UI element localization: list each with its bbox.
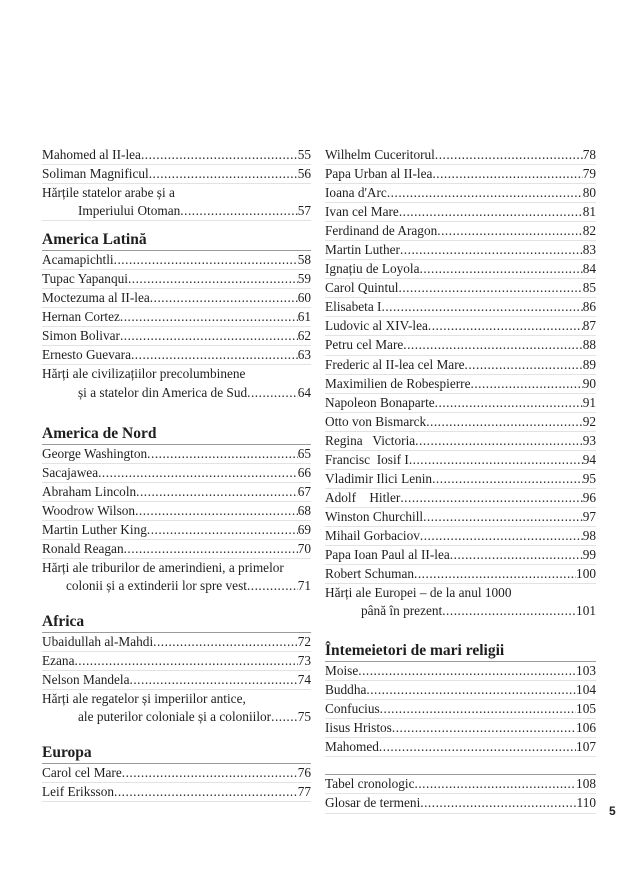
entry-title: Otto von Bismarck [325, 413, 427, 429]
toc-entry[interactable] [42, 671, 311, 690]
entry-page: 72 [297, 633, 311, 649]
entry-page: 84 [582, 261, 596, 277]
dot-leader [136, 483, 298, 501]
entry-title: Iisus Hristos [325, 720, 392, 736]
toc-entry-multiline[interactable] [325, 584, 596, 620]
entry-title: Ernesto Guevara [42, 347, 131, 363]
entry-page: 78 [582, 147, 596, 162]
entry-page: 56 [297, 166, 311, 182]
dot-leader [128, 270, 298, 288]
entry-title: Ronald Reagan [42, 540, 124, 556]
entry-page: 86 [582, 299, 596, 315]
entry-page: 74 [297, 672, 311, 688]
dot-leader [358, 662, 576, 680]
entry-page: 73 [297, 652, 311, 668]
entry-page: 82 [582, 223, 596, 239]
entry-title: Simon Bolivar [42, 328, 120, 344]
toc-entry[interactable] [325, 146, 596, 165]
entry-title: Ludovic al XIV-lea [325, 318, 428, 334]
entry-page: 83 [582, 242, 596, 258]
toc-entry[interactable] [325, 681, 596, 700]
dot-leader [415, 775, 577, 793]
entry-page: 55 [297, 147, 311, 162]
entry-title: Martin Luther King [42, 521, 147, 537]
dot-leader [153, 633, 298, 651]
dot-leader [135, 502, 298, 520]
toc-entry-multiline[interactable] [42, 690, 311, 726]
entry-title: Ioana d'Arc [325, 185, 387, 201]
entry-page: 97 [582, 508, 596, 524]
entry-title: Wilhelm Cuceritorul [325, 147, 435, 162]
toc-entry[interactable] [325, 508, 596, 527]
toc-entry[interactable] [42, 165, 311, 184]
entry-page: 80 [582, 185, 596, 201]
entry-page: 108 [576, 776, 596, 792]
dot-leader [432, 470, 583, 488]
toc-entry[interactable] [325, 794, 596, 813]
entry-page: 85 [582, 280, 596, 296]
entry-page: 77 [297, 784, 311, 800]
toc-entry[interactable] [42, 483, 311, 502]
entry-page: 63 [297, 347, 311, 363]
entry-title: Ezana [42, 652, 75, 668]
toc-entry[interactable] [42, 464, 311, 483]
dot-leader [382, 298, 583, 316]
toc-entry[interactable] [325, 184, 596, 203]
toc-entry[interactable] [325, 432, 596, 451]
toc-entry[interactable] [325, 774, 596, 794]
toc-entry[interactable] [325, 336, 596, 355]
entry-page: 60 [297, 290, 311, 306]
dot-leader [437, 222, 582, 240]
entry-title: Sacajawea [42, 464, 99, 480]
toc-entry[interactable] [42, 308, 311, 327]
toc-entry[interactable] [42, 521, 311, 540]
toc-entry[interactable] [42, 652, 311, 671]
entry-title: Vladimir Ilici Lenin [325, 470, 433, 486]
entry-title: Regina Victoria [325, 432, 416, 448]
entry-page: 110 [576, 795, 596, 811]
section-heading-europa: Europa [42, 743, 311, 764]
toc-right-column [325, 146, 596, 814]
entry-title-line1: Hărțile statelor arabe și a [42, 185, 175, 201]
dot-leader [141, 146, 298, 164]
dot-leader [403, 336, 582, 354]
dot-leader [114, 783, 298, 801]
entry-page: 65 [297, 445, 311, 461]
entry-page: 61 [297, 309, 311, 325]
dot-leader [114, 251, 298, 269]
dot-leader [150, 289, 298, 307]
dot-leader [465, 356, 583, 374]
entry-title: Martin Luther [325, 242, 400, 258]
entry-page: 105 [576, 701, 596, 717]
toc-entry[interactable] [325, 546, 596, 565]
toc-entry[interactable] [325, 317, 596, 336]
toc-entry[interactable] [325, 241, 596, 260]
dot-leader [120, 327, 298, 345]
entry-page: 92 [582, 413, 596, 429]
entry-page: 89 [582, 356, 596, 372]
entry-title: Buddha [325, 682, 367, 698]
entry-page: 106 [576, 720, 596, 736]
entry-title: Mahomed [325, 739, 379, 755]
dot-leader [471, 375, 583, 393]
toc-entry[interactable] [42, 764, 311, 783]
dot-leader [426, 413, 583, 431]
entry-title: Maximilien de Robespierre [325, 375, 471, 391]
toc-entry-multiline[interactable] [42, 559, 311, 595]
dot-leader [122, 764, 298, 782]
entry-page: 58 [297, 252, 311, 268]
entry-title: Hernan Cortez [42, 309, 120, 325]
toc-entry[interactable] [325, 719, 596, 738]
entry-page: 104 [576, 682, 596, 698]
dot-leader [271, 708, 298, 726]
entry-page: 62 [297, 328, 311, 344]
toc-entry[interactable] [325, 222, 596, 241]
dot-leader [180, 202, 297, 220]
entry-page: 94 [582, 451, 596, 467]
dot-leader [423, 508, 583, 526]
toc-entry[interactable] [42, 346, 311, 365]
dot-leader [147, 445, 298, 463]
entry-page: 79 [582, 166, 596, 182]
toc-entry[interactable] [325, 260, 596, 279]
entry-page: 81 [582, 204, 596, 220]
entry-title: Mihail Gorbaciov [325, 527, 420, 543]
dot-leader [420, 527, 583, 545]
entry-title: Tupac Yapanqui [42, 271, 128, 287]
entry-title-line2: Imperiului Otoman [78, 203, 181, 219]
entry-title: Napoleon Bonaparte [325, 394, 435, 410]
entry-title: Ferdinand de Aragon [325, 223, 438, 239]
entry-page: 100 [576, 566, 596, 582]
entry-page: 59 [297, 271, 311, 287]
toc-entry-multiline[interactable] [42, 365, 311, 401]
page-number: 5 [609, 804, 616, 818]
dot-leader [131, 346, 298, 364]
entry-page: 96 [582, 489, 596, 505]
toc-entry[interactable] [42, 270, 311, 289]
entry-page: 75 [297, 709, 311, 725]
toc-entry[interactable] [325, 356, 596, 375]
entry-title: Robert Schuman [325, 566, 415, 582]
entry-title-line1: Hărți ale civilizațiilor precolumbinene [42, 366, 246, 382]
dot-leader [124, 540, 298, 558]
entry-title: Petru cel Mare [325, 337, 404, 353]
entry-title: Carol cel Mare [42, 765, 122, 781]
toc-entry[interactable] [325, 700, 596, 719]
entry-title: Frederic al II-lea cel Mare [325, 356, 465, 372]
entry-title: Ignațiu de Loyola [325, 261, 420, 277]
entry-title: Ivan cel Mare [325, 204, 399, 220]
entry-page: 90 [582, 375, 596, 391]
entry-page: 93 [582, 432, 596, 448]
section-heading-africa: Africa [42, 612, 311, 633]
entry-title: Soliman Magnificul [42, 166, 149, 182]
entry-page: 68 [297, 502, 311, 518]
entry-title-line2: ale puterilor coloniale și a coloniilor [78, 709, 272, 725]
entry-page: 87 [582, 318, 596, 334]
entry-title: Woodrow Wilson [42, 502, 136, 518]
dot-leader [428, 317, 583, 335]
dot-leader [420, 260, 583, 278]
entry-page: 64 [297, 384, 311, 400]
dot-leader [432, 165, 582, 183]
entry-page: 69 [297, 521, 311, 537]
toc-entry[interactable] [325, 413, 596, 432]
entry-title-line1: Hărți ale Europei – de la anul 1000 [325, 585, 512, 601]
dot-leader [247, 384, 298, 402]
entry-title: Abraham Lincoln [42, 483, 137, 499]
toc-entry-multiline[interactable] [42, 184, 311, 221]
entry-page: 70 [297, 540, 311, 556]
dot-leader [380, 700, 576, 718]
entry-page: 88 [582, 337, 596, 353]
toc-entry[interactable] [42, 445, 311, 464]
entry-page: 107 [576, 739, 596, 755]
dot-leader [450, 546, 583, 564]
entry-title-line1: Hărți ale regatelor și imperiilor antice, [42, 691, 246, 707]
dot-leader [130, 671, 298, 689]
dot-leader [247, 577, 298, 595]
toc-entry[interactable] [42, 146, 311, 165]
dot-leader [120, 308, 298, 326]
toc-entry[interactable] [325, 489, 596, 508]
toc-entry[interactable] [42, 327, 311, 346]
entry-page: 66 [297, 464, 311, 480]
toc-entry[interactable] [325, 165, 596, 184]
toc-entry[interactable] [325, 279, 596, 298]
toc-entry[interactable] [325, 527, 596, 546]
toc-entry[interactable] [325, 565, 596, 584]
toc-entry[interactable] [325, 738, 596, 757]
dot-leader [392, 719, 576, 737]
section-heading-america-de-nord: America de Nord [42, 424, 311, 445]
toc-entry[interactable] [325, 203, 596, 222]
entry-title: Moctezuma al II-lea [42, 290, 150, 306]
entry-title: George Washington [42, 445, 148, 461]
dot-leader [400, 489, 582, 507]
dot-leader [409, 451, 583, 469]
entry-title: Papa Urban al II-lea [325, 166, 433, 182]
entry-title: Papa Ioan Paul al II-lea [325, 546, 450, 562]
entry-page: 101 [576, 603, 596, 619]
entry-title-line2: până în prezent [361, 603, 443, 619]
entry-title: Mahomed al II-lea [42, 147, 141, 162]
entry-title: Leif Eriksson [42, 784, 115, 800]
entry-page: 103 [576, 663, 596, 679]
entry-title: Nelson Mandela [42, 672, 130, 688]
entry-page: 57 [297, 203, 311, 219]
dot-leader [435, 394, 583, 412]
entry-page: 99 [582, 546, 596, 562]
entry-title: Adolf Hitler [325, 489, 401, 505]
entry-title: Confucius [325, 701, 380, 717]
toc-entry[interactable] [42, 540, 311, 559]
toc-entry[interactable] [325, 298, 596, 317]
dot-leader [442, 602, 576, 620]
dot-leader [147, 521, 298, 539]
entry-title: Carol Quintul [325, 280, 399, 296]
entry-page: 95 [582, 470, 596, 486]
dot-leader [379, 738, 576, 756]
dot-leader [399, 279, 583, 297]
entry-title: Moise [325, 663, 359, 679]
entry-title-line2: colonii și a extinderii lor spre vest [66, 577, 247, 593]
entry-page: 71 [297, 577, 311, 593]
section-heading-intemeietori-religii: Întemeietori de mari religii [325, 641, 596, 662]
dot-leader [415, 432, 583, 450]
entry-title: Elisabeta I [325, 299, 382, 315]
toc-entry[interactable] [325, 451, 596, 470]
dot-leader [149, 165, 298, 183]
entry-title-line1: Hărți ale triburilor de amerindieni, a primelor [42, 559, 284, 575]
entry-title: Glosar de termeni [325, 795, 421, 811]
entry-title-line2: și a statelor din America de Sud [78, 384, 248, 400]
dot-leader [387, 184, 583, 202]
dot-leader [399, 203, 583, 221]
dot-leader [414, 565, 576, 583]
entry-page: 98 [582, 527, 596, 543]
dot-leader [420, 794, 576, 812]
dot-leader [366, 681, 576, 699]
dot-leader [98, 464, 298, 482]
toc-entry[interactable] [42, 783, 311, 802]
entry-title: Ubaidullah al-Mahdi [42, 633, 154, 649]
dot-leader [74, 652, 297, 670]
toc-entry[interactable] [42, 633, 311, 652]
toc-left-column [42, 146, 311, 802]
toc-entry[interactable] [325, 470, 596, 489]
toc-entry[interactable] [42, 289, 311, 308]
section-heading-america-latina: America Latină [42, 230, 311, 251]
dot-leader [435, 146, 583, 164]
toc-entry[interactable] [325, 662, 596, 681]
entry-page: 91 [582, 394, 596, 410]
toc-entry[interactable] [325, 375, 596, 394]
entry-title: Winston Churchill [325, 508, 424, 524]
entry-page: 76 [297, 765, 311, 781]
entry-title: Acamapichtli [42, 252, 114, 268]
entry-title: Francisc Iosif I [325, 451, 409, 467]
toc-entry[interactable] [42, 251, 311, 270]
entry-title: Tabel cronologic [325, 776, 415, 792]
entry-page: 67 [297, 483, 311, 499]
toc-entry[interactable] [42, 502, 311, 521]
toc-entry[interactable] [325, 394, 596, 413]
dot-leader [400, 241, 583, 259]
